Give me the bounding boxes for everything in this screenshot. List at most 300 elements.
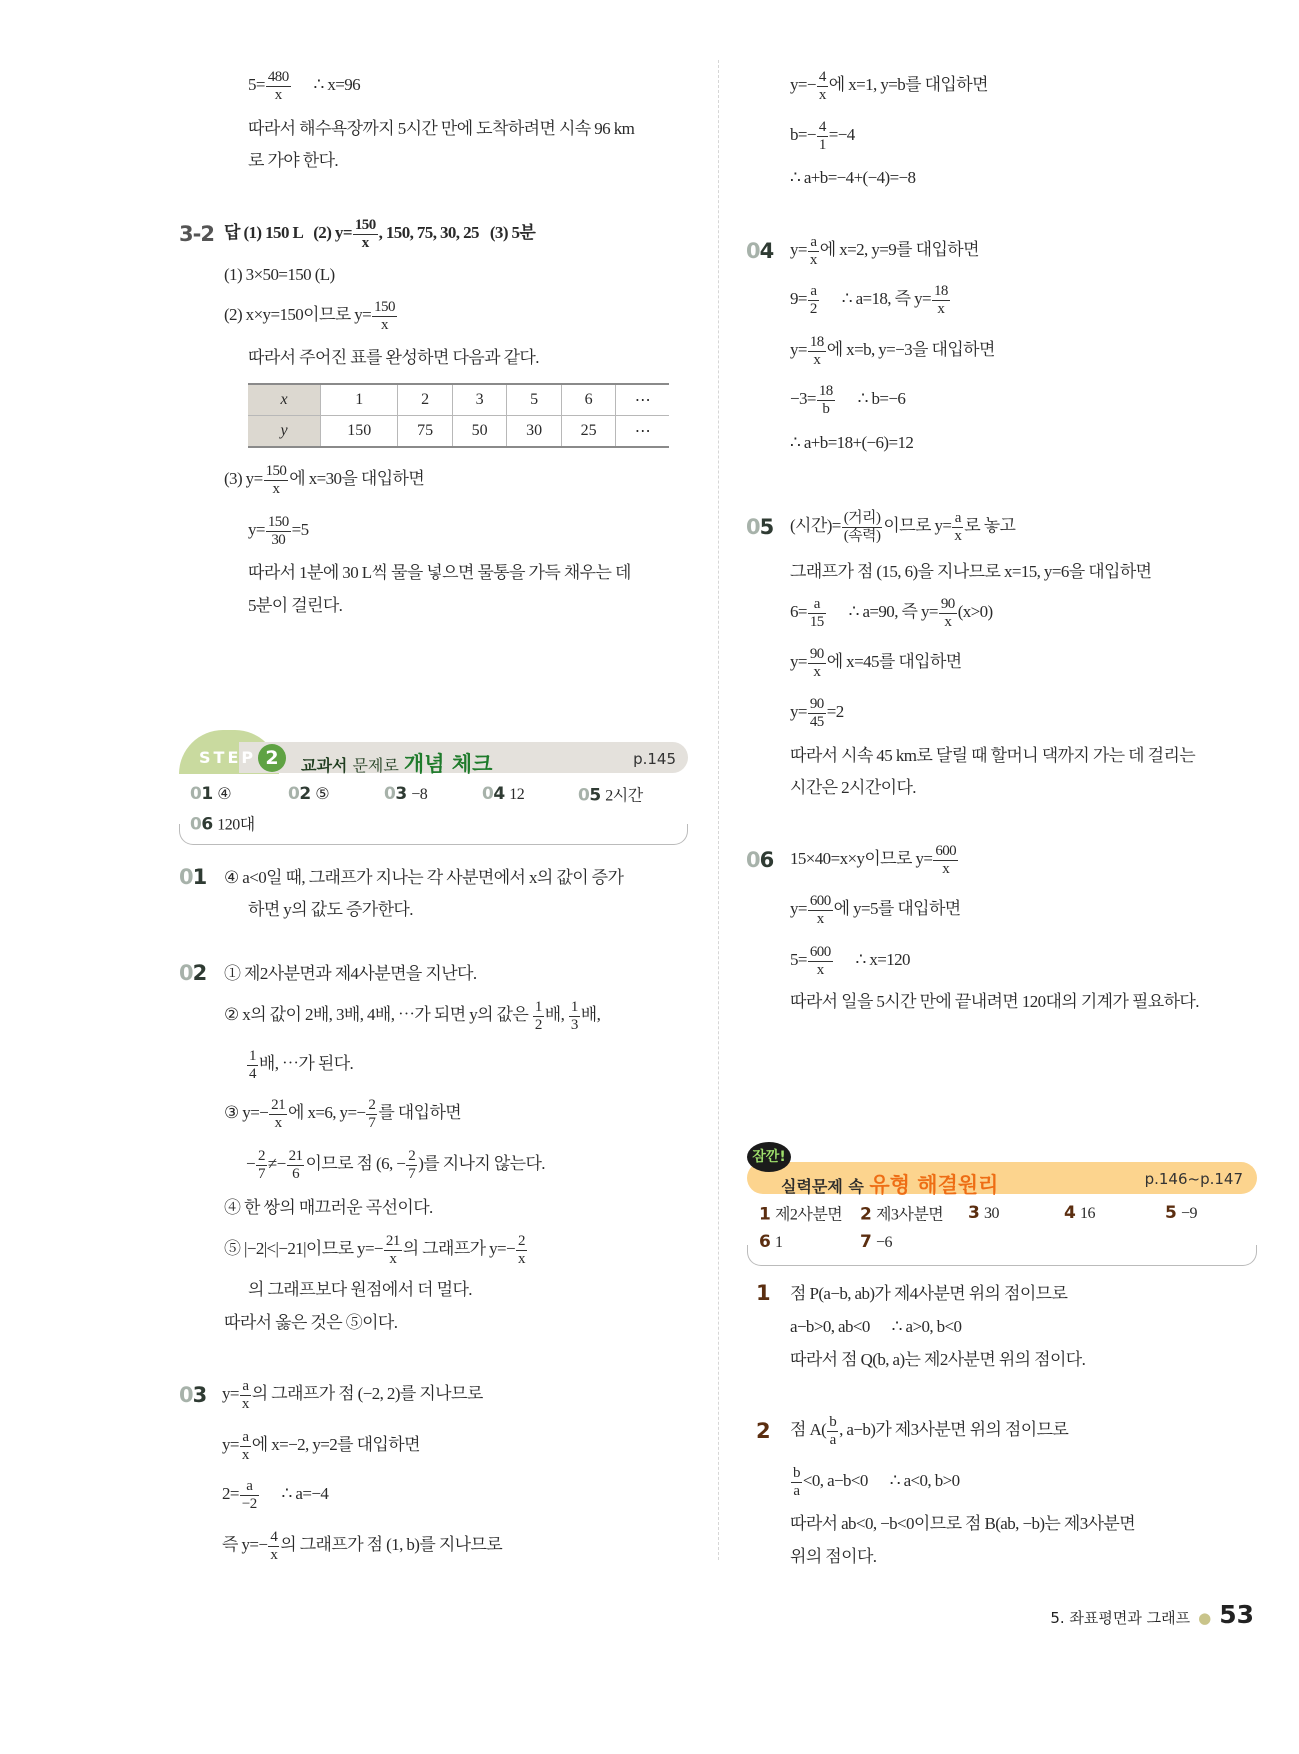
fraction xyxy=(808,596,826,630)
fraction xyxy=(266,69,291,103)
column-divider xyxy=(718,60,719,1560)
problem-label-05 xyxy=(746,515,773,539)
solution-line xyxy=(248,514,308,548)
solution-line xyxy=(248,901,413,918)
math-text: ③ y=− xyxy=(224,1102,269,1122)
step-label: STEP xyxy=(199,748,257,767)
fraction xyxy=(952,510,963,544)
math-text: 따라서 해수욕장까지 5시간 만에 도착하려면 시속 96 km xyxy=(248,118,635,138)
fraction xyxy=(827,1414,838,1448)
math-text: 그래프가 점 (15, 6)을 지나므로 x=15, y=6을 대입하면 xyxy=(790,561,1152,581)
math-text: −3= xyxy=(790,388,816,408)
fraction xyxy=(406,1148,417,1182)
math-text: 배, xyxy=(580,1004,601,1024)
solution-line xyxy=(790,69,988,103)
solution-line xyxy=(224,999,600,1033)
fraction-denominator: 4 xyxy=(249,1065,256,1082)
fraction-denominator: x xyxy=(816,961,824,978)
fraction xyxy=(247,1048,258,1082)
step-number-badge: 2 xyxy=(258,744,286,772)
fraction xyxy=(287,1148,305,1182)
math-text: =−4 xyxy=(828,124,855,144)
num-prefix: 0 xyxy=(190,784,202,804)
page-footer xyxy=(1050,1600,1254,1629)
fraction-numerator: 4 xyxy=(818,119,826,135)
fraction xyxy=(256,1148,267,1182)
fraction-numerator: 18 xyxy=(933,283,948,299)
math-text: 에 x=2, y=9를 대입하면 xyxy=(819,239,979,259)
math-text: 5= xyxy=(790,949,807,969)
table-cell: 75 xyxy=(398,416,452,448)
quick-answer xyxy=(1064,1203,1095,1223)
num: 5 xyxy=(589,785,601,806)
math-text: 배, xyxy=(544,1004,568,1024)
table-cell: 30 xyxy=(507,416,561,448)
table-header-y: y xyxy=(248,416,321,448)
num: 3 xyxy=(968,1203,980,1223)
solution-line xyxy=(790,944,910,978)
fraction xyxy=(266,514,291,548)
table-cell: 2 xyxy=(398,384,452,416)
math-text: ∴ a=−4 xyxy=(259,1483,329,1503)
num: 5 xyxy=(759,515,774,539)
fraction-denominator: 7 xyxy=(258,1165,265,1182)
solution-line xyxy=(790,843,959,877)
fraction-denominator: x xyxy=(942,860,950,877)
answer-value: ⑤ xyxy=(315,786,330,803)
num: 3 xyxy=(192,1383,207,1407)
math-text: =5 xyxy=(291,519,309,539)
title-emphasis: 유형 해결원리 xyxy=(869,1173,999,1197)
jamkkan-title xyxy=(781,1169,998,1199)
fraction xyxy=(516,1233,527,1267)
math-text: 따라서 주어진 표를 완성하면 다음과 같다. xyxy=(248,347,539,367)
solution-line xyxy=(224,1314,397,1331)
solution-line xyxy=(790,234,979,268)
fraction-numerator: 2 xyxy=(408,1148,416,1164)
fraction-numerator: 18 xyxy=(818,383,833,399)
solution-line xyxy=(790,1465,960,1499)
fraction-denominator: 15 xyxy=(809,613,824,630)
fraction-numerator: 600 xyxy=(809,893,831,909)
math-text: 에 x=45를 대입하면 xyxy=(826,651,962,671)
num: 6 xyxy=(201,814,213,835)
num: 6 xyxy=(759,848,774,872)
solution-line xyxy=(790,383,905,417)
math-text: ② x의 값이 2배, 3배, 4배, ⋯가 되면 y의 값은 xyxy=(224,1004,532,1024)
answer-value: 120대 xyxy=(217,816,255,834)
solution-line xyxy=(790,1548,876,1565)
table-cell: 25 xyxy=(561,416,615,448)
answer-value: 2시간 xyxy=(605,787,643,805)
math-text: y= xyxy=(790,339,807,359)
answer-value: ④ xyxy=(217,786,232,803)
num-prefix: 0 xyxy=(746,515,760,539)
step-title xyxy=(301,748,492,778)
math-text: 에 x=30을 대입하면 xyxy=(289,468,425,488)
problem-label-3-2: 3-2 xyxy=(179,222,214,246)
fraction-numerator: 2 xyxy=(258,1148,265,1164)
math-text: ④ a<0일 때, 그래프가 지나는 각 사분면에서 x의 값이 증가 xyxy=(224,867,624,887)
fraction-denominator: 45 xyxy=(809,713,824,730)
fraction-numerator: 600 xyxy=(935,843,957,859)
fraction-denominator: x xyxy=(389,1250,397,1267)
solution-line xyxy=(790,334,995,368)
problem-label-06 xyxy=(746,848,773,872)
fraction-numerator: a xyxy=(808,234,819,252)
solution-line xyxy=(790,747,1195,764)
math-text: 따라서 일을 5시간 만에 끝내려면 120대의 기계가 필요하다. xyxy=(790,991,1199,1011)
solution-line xyxy=(790,779,916,796)
fraction-denominator: 3 xyxy=(570,1016,578,1033)
fraction-denominator: 6 xyxy=(292,1165,299,1182)
answer-value: −9 xyxy=(1180,1205,1197,1222)
solution-line xyxy=(248,152,338,169)
num: 4 xyxy=(759,239,774,263)
fraction-denominator: 30 xyxy=(271,531,286,548)
math-text: 따라서 시속 45 km로 달릴 때 할머니 댁까지 가는 데 걸리는 xyxy=(790,745,1196,765)
fraction xyxy=(817,69,828,103)
answer-value: 제3사분면 xyxy=(875,1206,944,1224)
math-text: ≠− xyxy=(267,1153,286,1173)
math-text: − xyxy=(246,1153,255,1173)
num: 2 xyxy=(299,784,311,804)
quick-answer xyxy=(190,812,255,835)
fraction xyxy=(240,1429,251,1463)
solution-line xyxy=(248,349,539,366)
math-text: y= xyxy=(790,651,807,671)
table-cell: 150 xyxy=(321,416,398,448)
math-text: 의 그래프가 y=− xyxy=(402,1238,516,1258)
solution-line xyxy=(224,965,477,982)
fraction-numerator: a xyxy=(952,510,963,528)
math-text: (3) y= xyxy=(224,468,263,488)
fraction-denominator: x xyxy=(518,1250,525,1267)
math-text: ⑤ |−2|<|−21|이므로 y=− xyxy=(224,1238,383,1258)
fraction xyxy=(791,1465,802,1499)
quick-answer xyxy=(968,1203,999,1223)
math-text: ∴ a=90, 즉 y= xyxy=(826,601,938,621)
answer-value: 16 xyxy=(1079,1205,1095,1222)
solution-line xyxy=(790,119,855,153)
problem-label-01 xyxy=(179,865,206,889)
fraction xyxy=(808,646,826,680)
fraction-numerator: a xyxy=(808,283,819,301)
fraction-denominator: x xyxy=(944,613,952,630)
math-text: ∴ x=96 xyxy=(291,74,361,94)
math-text: 에 y=5를 대입하면 xyxy=(833,898,961,918)
bullet-dot-icon: ● xyxy=(1198,1609,1212,1627)
fraction-denominator: 7 xyxy=(408,1165,416,1182)
fraction-numerator: b xyxy=(793,1465,800,1481)
num-prefix: 0 xyxy=(482,784,494,804)
math-text: )를 지나지 않는다. xyxy=(418,1153,545,1173)
fraction xyxy=(808,696,826,730)
solution-line xyxy=(790,993,1199,1010)
num-prefix: 0 xyxy=(578,785,590,806)
math-text: 따라서 옳은 것은 ⑤이다. xyxy=(224,1312,398,1332)
fraction-numerator: 2 xyxy=(368,1097,376,1113)
box-bottom-border xyxy=(747,1245,1257,1266)
solution-line xyxy=(248,564,631,581)
fraction xyxy=(808,944,833,978)
math-text: 5= xyxy=(248,74,265,94)
fraction xyxy=(842,510,883,544)
math-text: 점 P(a−b, ab)가 제4사분면 위의 점이므로 xyxy=(790,1283,1068,1303)
fraction xyxy=(808,893,833,927)
solution-line xyxy=(790,696,844,730)
math-text: (x>0) xyxy=(957,601,993,621)
math-text: (2) x×y=150이므로 y= xyxy=(224,304,372,324)
fraction-denominator: x xyxy=(816,910,824,927)
fraction-denominator: 1 xyxy=(818,136,826,153)
fraction-denominator: 2 xyxy=(534,1016,542,1033)
solution-line xyxy=(246,1048,353,1082)
math-text: 시간은 2시간이다. xyxy=(790,777,916,797)
math-text: 의 그래프보다 원점에서 더 멀다. xyxy=(248,1279,472,1299)
fraction-denominator: x xyxy=(274,86,282,103)
title-part: 실력문제 속 xyxy=(781,1177,870,1196)
solution-line xyxy=(224,1233,528,1267)
math-text: 를 대입하면 xyxy=(378,1102,462,1122)
fraction-numerator: a xyxy=(808,596,826,614)
page-reference: p.146~p.147 xyxy=(1144,1170,1243,1188)
fraction-numerator: a xyxy=(240,1429,251,1447)
fraction-denominator: x xyxy=(809,251,817,268)
solution-line xyxy=(224,266,335,283)
solution-line xyxy=(790,1285,1067,1302)
fraction-denominator: 7 xyxy=(368,1114,376,1131)
fraction-numerator: 4 xyxy=(818,69,826,85)
solution-line xyxy=(248,120,634,137)
math-text: 이므로 y= xyxy=(883,515,952,535)
title-emphasis: 개념 체크 xyxy=(403,752,493,776)
fraction-denominator: x xyxy=(272,480,280,497)
fraction-denominator: −2 xyxy=(241,1495,257,1512)
num-prefix: 0 xyxy=(179,961,193,985)
fraction xyxy=(240,1378,251,1412)
math-text: 따라서 점 Q(b, a)는 제2사분면 위의 점이다. xyxy=(790,1349,1086,1369)
solution-line xyxy=(790,434,913,451)
problem-label-02 xyxy=(179,961,206,985)
math-text: y= xyxy=(222,1434,239,1454)
answer-value: 제2사분면 xyxy=(774,1206,843,1224)
fraction xyxy=(932,283,950,317)
num: 2 xyxy=(192,961,207,985)
solution-line xyxy=(224,1097,461,1131)
table-cell: ⋯ xyxy=(616,416,669,448)
fraction xyxy=(533,999,544,1033)
math-text: 의 그래프가 점 (−2, 2)를 지나므로 xyxy=(251,1383,483,1403)
num: 7 xyxy=(860,1232,872,1252)
quick-answer xyxy=(190,784,231,804)
table-cell: 5 xyxy=(507,384,561,416)
quick-answer xyxy=(860,1232,892,1252)
quick-answer xyxy=(288,784,329,804)
num: 6 xyxy=(759,1232,771,1252)
fraction-denominator: x xyxy=(274,1114,282,1131)
math-text: b=− xyxy=(790,124,816,144)
fraction xyxy=(808,283,819,317)
page-reference: p.145 xyxy=(633,750,676,768)
solution-line xyxy=(246,1148,545,1182)
quick-answer xyxy=(578,783,643,806)
fraction-numerator: 21 xyxy=(271,1097,285,1113)
num-prefix: 0 xyxy=(384,784,396,804)
table-row-y xyxy=(248,416,669,448)
num-prefix: 0 xyxy=(288,784,300,804)
math-text: 점 A( xyxy=(790,1419,827,1439)
fraction xyxy=(808,234,819,268)
math-text: 따라서 1분에 30 L씩 물을 넣으면 물통을 가득 채우는 데 xyxy=(248,562,631,582)
math-text: , 150, 75, 30, 25 (3) 5분 xyxy=(378,222,536,242)
fraction xyxy=(366,1097,377,1131)
jamkkan-badge: 잠깐! xyxy=(747,1142,791,1172)
fraction-numerator: 18 xyxy=(809,334,824,350)
fraction-numerator: b xyxy=(829,1414,837,1430)
fraction-numerator: (거리) xyxy=(843,510,881,526)
math-text: 답 (1) 150 L (2) y= xyxy=(224,222,352,242)
solution-line xyxy=(790,1351,1085,1368)
math-text: ∴ a=18, 즉 y= xyxy=(819,288,931,308)
math-text: 하면 y의 값도 증가한다. xyxy=(248,899,413,919)
fraction xyxy=(264,463,289,497)
fraction-numerator: 90 xyxy=(940,596,955,612)
fraction-numerator: 90 xyxy=(809,646,824,662)
math-text: , a−b)가 제3사분면 위의 점이므로 xyxy=(839,1419,1069,1439)
math-text: 15×40=x×y이므로 y= xyxy=(790,848,933,868)
solution-line xyxy=(790,596,993,630)
fraction xyxy=(933,843,958,877)
num: 2 xyxy=(860,1204,872,1225)
fraction xyxy=(808,334,826,368)
math-text: ④ 한 쌍의 매끄러운 곡선이다. xyxy=(224,1197,433,1217)
fraction xyxy=(817,119,828,153)
fraction-numerator: 480 xyxy=(267,69,289,85)
math-text: 이므로 점 (6, − xyxy=(305,1153,406,1173)
num: 1 xyxy=(759,1204,771,1225)
math-text: 의 그래프가 점 (1, b)를 지나므로 xyxy=(280,1534,503,1554)
math-text: y= xyxy=(790,701,807,721)
math-text: ∴ a+b=18+(−6)=12 xyxy=(790,432,914,452)
num: 5 xyxy=(1165,1203,1177,1223)
math-text: 5분이 걸린다. xyxy=(248,595,343,615)
fraction-numerator: 90 xyxy=(809,696,824,712)
fraction-denominator: x xyxy=(954,527,962,544)
solution-line xyxy=(224,299,398,333)
solution-line xyxy=(790,563,1151,580)
solution-line xyxy=(248,597,342,614)
table-cell: 50 xyxy=(452,416,506,448)
math-text: 위의 점이다. xyxy=(790,1546,877,1566)
math-text: 에 x=b, y=−3을 대입하면 xyxy=(826,339,995,359)
solution-line xyxy=(224,1199,433,1216)
fraction-numerator: 1 xyxy=(534,999,542,1015)
quick-answer xyxy=(482,784,524,804)
table-cell: 3 xyxy=(452,384,506,416)
num: 3 xyxy=(395,784,407,804)
solution-line xyxy=(222,1478,328,1512)
fraction-numerator: 600 xyxy=(809,944,831,960)
solution-line xyxy=(790,510,1015,544)
fraction-denominator: x xyxy=(361,234,369,251)
solution-line xyxy=(224,463,424,497)
solution-line xyxy=(248,69,360,103)
math-text: ∴ x=120 xyxy=(833,949,910,969)
fraction-denominator: 2 xyxy=(809,300,817,317)
table-cell: 6 xyxy=(561,384,615,416)
math-text: ① 제2사분면과 제4사분면을 지난다. xyxy=(224,963,477,983)
num: 1 xyxy=(192,865,207,889)
math-text: 따라서 ab<0, −b<0이므로 점 B(ab, −b)는 제3사분면 xyxy=(790,1513,1136,1533)
fraction-denominator: x xyxy=(241,1395,249,1412)
xy-table xyxy=(248,383,669,448)
fraction-numerator: 21 xyxy=(288,1148,303,1164)
math-text: y= xyxy=(248,519,265,539)
fraction-numerator: a xyxy=(240,1378,251,1396)
fraction-numerator: 4 xyxy=(270,1529,278,1545)
fraction xyxy=(372,299,397,333)
num-prefix: 0 xyxy=(190,814,202,835)
fraction-denominator: b xyxy=(822,400,830,417)
fraction xyxy=(569,999,580,1033)
fraction-numerator: 150 xyxy=(267,514,289,530)
math-text: ∴ b=−6 xyxy=(835,388,906,408)
math-text: 로 놓고 xyxy=(964,515,1016,535)
fraction-denominator: x xyxy=(818,86,826,103)
fraction-numerator: a xyxy=(240,1478,259,1496)
quick-answer xyxy=(860,1202,943,1225)
solution-line xyxy=(790,1414,1068,1448)
math-text: y=− xyxy=(790,74,816,94)
math-text: 2= xyxy=(222,1483,239,1503)
solution-line xyxy=(790,1318,961,1335)
math-text: (시간)= xyxy=(790,515,841,535)
solution-line xyxy=(790,169,915,186)
fraction xyxy=(817,383,835,417)
title-part: 문제로 xyxy=(347,756,404,775)
page-number: 53 xyxy=(1219,1600,1254,1629)
num: 1 xyxy=(201,784,213,804)
fraction xyxy=(268,1529,279,1563)
math-text: 배, ⋯가 된다. xyxy=(258,1053,354,1073)
fraction-numerator: 1 xyxy=(570,999,578,1015)
solution-line xyxy=(222,1529,502,1563)
fraction-numerator: 21 xyxy=(385,1233,400,1249)
solution-line xyxy=(224,869,623,886)
problem-label-2: 2 xyxy=(756,1419,770,1443)
problem-label-04 xyxy=(746,239,773,263)
fraction-numerator: 150 xyxy=(265,463,287,479)
fraction-denominator: a xyxy=(793,1482,800,1499)
title-part: 교과서 xyxy=(301,756,348,775)
quick-answer xyxy=(384,784,427,804)
table-header-x: x xyxy=(248,384,321,416)
num-prefix: 0 xyxy=(746,848,760,872)
solution-line xyxy=(790,646,962,680)
fraction-numerator: 2 xyxy=(518,1233,525,1249)
fraction-denominator: x xyxy=(381,316,388,333)
problem-label-1: 1 xyxy=(756,1281,770,1305)
quick-answer xyxy=(759,1202,842,1225)
num-prefix: 0 xyxy=(179,865,193,889)
math-text: ∴ a+b=−4+(−4)=−8 xyxy=(790,167,916,187)
math-text: 즉 y=− xyxy=(222,1534,268,1554)
num: 4 xyxy=(493,784,505,804)
math-text: (1) 3×50=150 (L) xyxy=(224,264,335,284)
math-text: 6= xyxy=(790,601,807,621)
answer-line xyxy=(224,217,535,251)
